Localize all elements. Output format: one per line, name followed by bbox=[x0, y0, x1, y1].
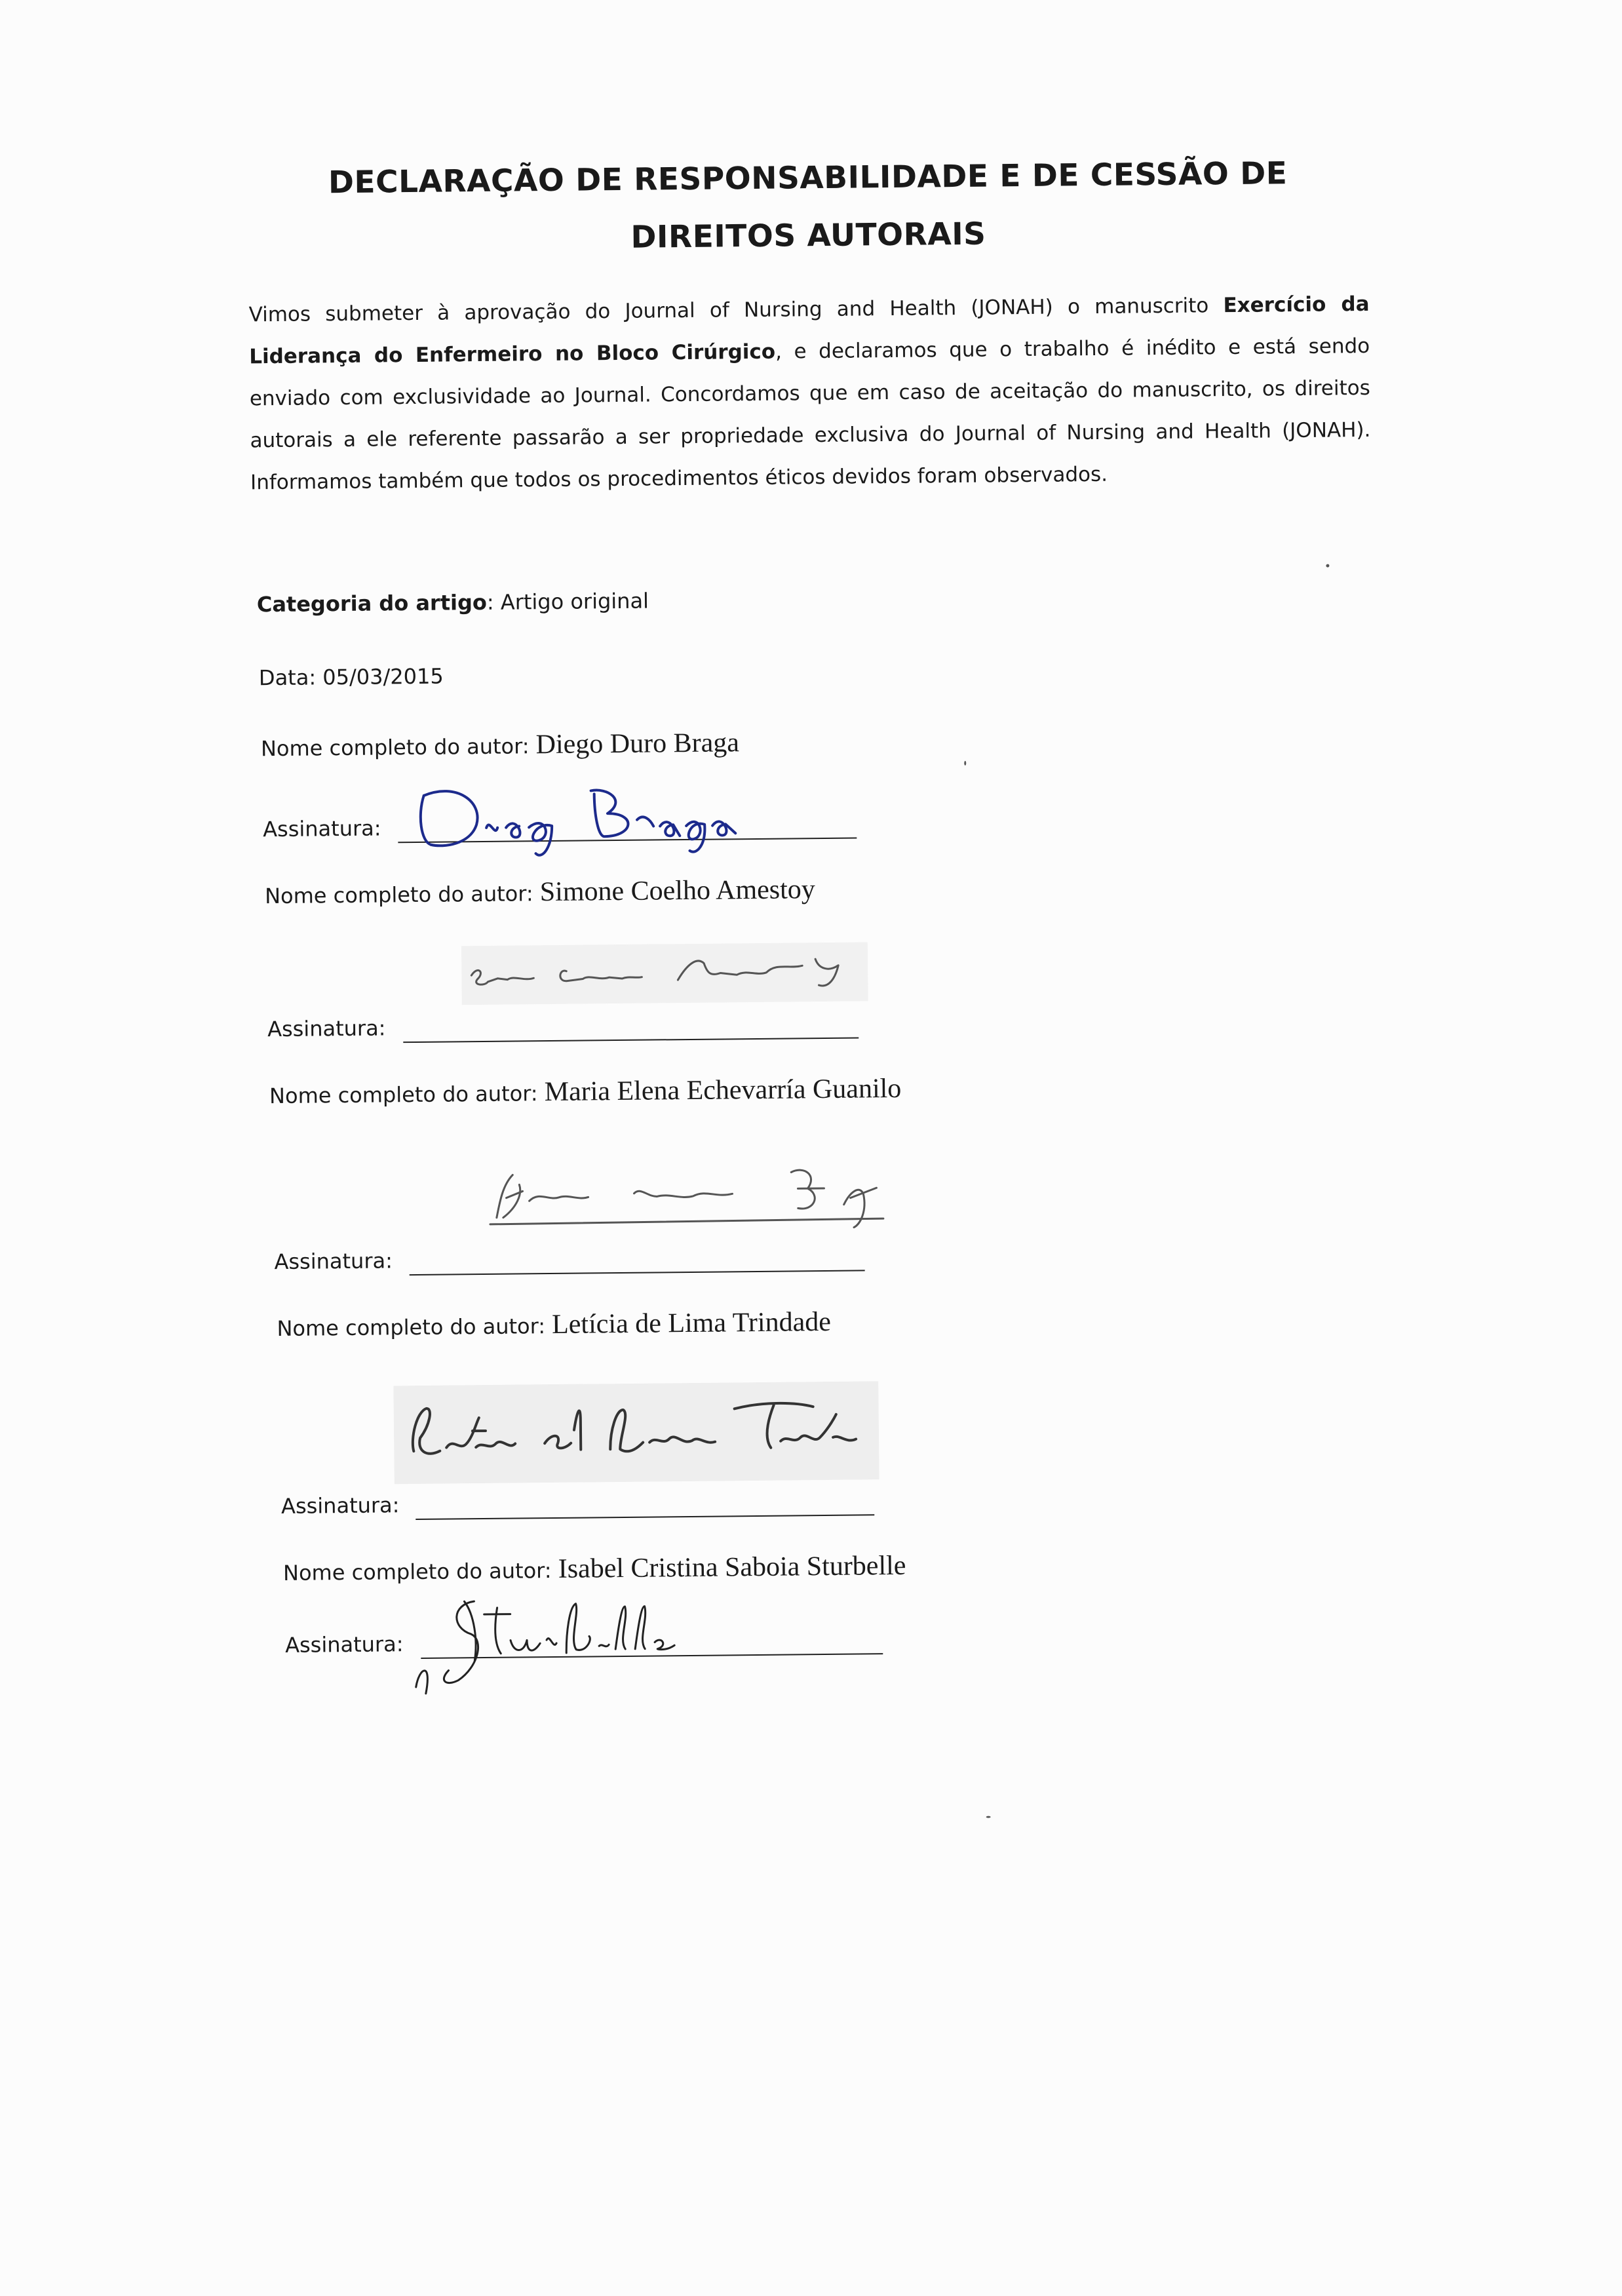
author-2-signature bbox=[461, 942, 868, 1005]
paragraph-rest: , e declaramos que o trabalho é inédito e está sendo enviado com exclusividade ao Journal. Concordamos que em caso de aceitação do manuscrito, os direitos autorais a ele referente passarão a ser propriedade exclusiva do Journal of Nursing and Health (JONAH). Informamos também que todos os procedimentos éticos devidos foram observados. bbox=[249, 334, 1371, 495]
author-name: Diego Duro Braga bbox=[535, 728, 740, 760]
author-1-signature bbox=[410, 773, 752, 861]
paragraph-intro: Vimos submeter à aprovação do Journal of Nursing and Health (JONAH) o manuscrito bbox=[248, 294, 1224, 327]
date-value: 05/03/2015 bbox=[322, 663, 444, 690]
document-title bbox=[250, 144, 1366, 270]
scan-speck bbox=[964, 761, 966, 766]
title-line-2: DIREITOS AUTORAIS bbox=[630, 216, 986, 256]
scan-speck bbox=[1326, 564, 1329, 568]
author-3-signature-label: Assinatura: bbox=[274, 1248, 393, 1275]
manuscript-title: Exercício da Liderança do Enfermeiro no Bloco Cirúrgico bbox=[249, 292, 1370, 369]
author-name-label: Nome completo do autor: bbox=[264, 881, 541, 909]
scan-speck bbox=[986, 1816, 991, 1818]
category-value: Artigo original bbox=[500, 588, 649, 615]
author-2-name-line bbox=[265, 874, 815, 910]
author-4-signature bbox=[393, 1381, 879, 1484]
category-label: Categoria do artigo bbox=[256, 589, 488, 617]
signature-line bbox=[410, 1270, 865, 1275]
author-4-name-line bbox=[277, 1306, 831, 1343]
author-4-signature-label: Assinatura: bbox=[280, 1492, 400, 1519]
author-5-signature-label: Assinatura: bbox=[284, 1631, 404, 1658]
author-name: Simone Coelho Amestoy bbox=[539, 874, 816, 908]
article-category bbox=[257, 589, 649, 617]
author-5-name-line bbox=[283, 1550, 906, 1587]
category-separator: : bbox=[486, 589, 501, 615]
signature-line bbox=[403, 1037, 859, 1043]
author-name: Letícia de Lima Trindade bbox=[551, 1306, 832, 1340]
author-3-signature bbox=[483, 1158, 916, 1234]
author-name-label: Nome completo do autor: bbox=[269, 1081, 545, 1109]
author-name: Isabel Cristina Saboia Sturbelle bbox=[558, 1550, 906, 1584]
author-name-label: Nome completo do autor: bbox=[282, 1557, 558, 1586]
author-1-signature-label: Assinatura: bbox=[262, 815, 381, 842]
author-name: Maria Elena Echevarría Guanilo bbox=[544, 1073, 902, 1108]
author-2-signature-label: Assinatura: bbox=[267, 1015, 386, 1042]
date-label: Data: bbox=[258, 665, 323, 691]
author-name-label: Nome completo do autor: bbox=[277, 1313, 552, 1342]
declaration-paragraph bbox=[248, 283, 1371, 503]
author-1-name-line bbox=[261, 727, 739, 763]
author-5-signature bbox=[412, 1586, 688, 1700]
date-line bbox=[259, 664, 444, 691]
title-line-1: DECLARAÇÃO DE RESPONSABILIDADE E DE CESSÃO DE bbox=[328, 155, 1288, 201]
author-3-name-line bbox=[269, 1073, 902, 1110]
signature-line bbox=[415, 1514, 874, 1520]
author-name-label: Nome completo do autor: bbox=[260, 733, 536, 762]
